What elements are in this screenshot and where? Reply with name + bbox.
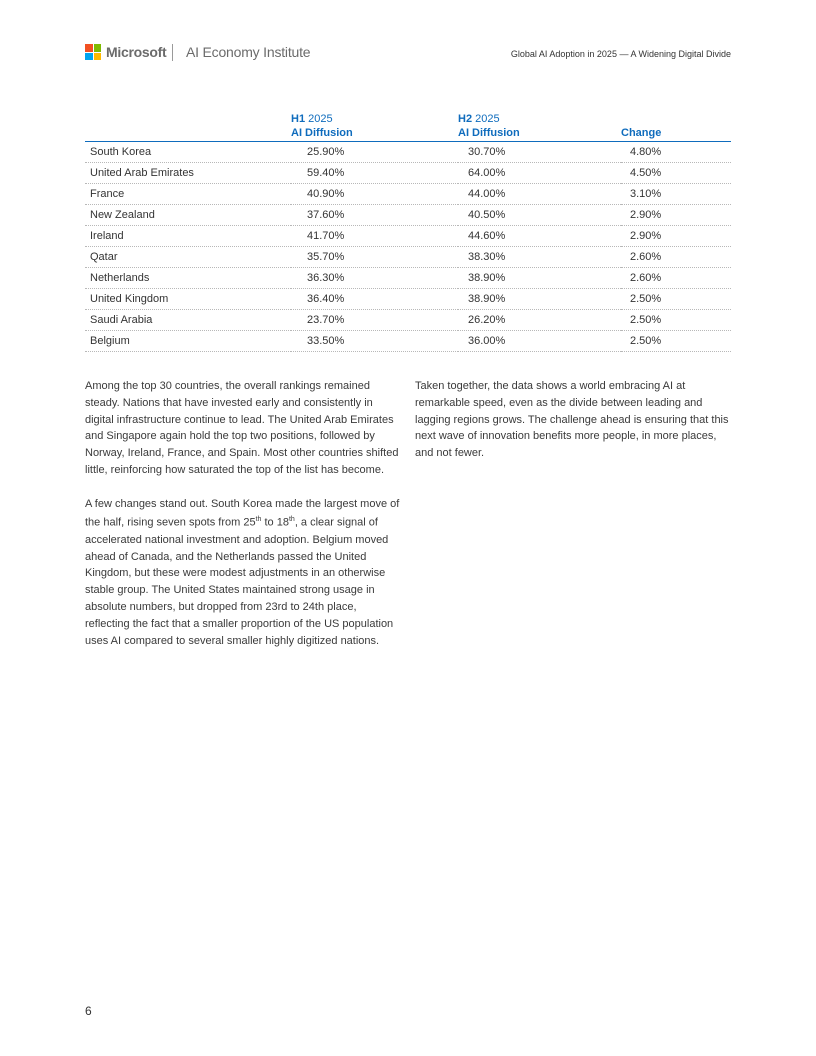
change-cell: 2.50%	[621, 289, 731, 310]
h2-cell: 26.20%	[458, 310, 621, 331]
h1-cell: 41.70%	[291, 226, 458, 247]
change-cell: 2.90%	[621, 205, 731, 226]
change-cell: 2.50%	[621, 331, 731, 352]
paragraph-conclusion: Taken together, the data shows a world embracing AI at remarkable speed, even as the divide between leading and lagging regions grows. The challenge ahead is ensuring that this next wave of innovation benefits more people, in more places, and not fewer.	[415, 380, 729, 460]
institute-name: AI Economy Institute	[186, 44, 311, 60]
table-row	[85, 247, 731, 268]
h2-cell: 38.30%	[458, 247, 621, 268]
body-column-right	[415, 378, 733, 479]
table-row	[85, 289, 731, 310]
header-divider	[172, 44, 173, 61]
table-row	[85, 163, 731, 184]
h1-cell: 36.40%	[291, 289, 458, 310]
body-column-left	[85, 378, 403, 666]
ai-diffusion-table	[85, 112, 731, 352]
table-row	[85, 205, 731, 226]
country-cell: South Korea	[85, 142, 291, 163]
h2-cell: 40.50%	[458, 205, 621, 226]
paragraph-rankings: Among the top 30 countries, the overall rankings remained steady. Nations that have invested early and consistently in digital infrastructure continue to lead. The United Arab Emirates and Singapore again hold the top two positions, followed by Norway, Ireland, France, and Spain. Most other countries shifted little, reinforcing how saturated the top of the list has become.	[85, 380, 399, 476]
country-cell: Belgium	[85, 331, 291, 352]
page-header	[85, 42, 731, 64]
country-cell: Netherlands	[85, 268, 291, 289]
h2-cell: 30.70%	[458, 142, 621, 163]
country-cell: United Arab Emirates	[85, 163, 291, 184]
document-title: Global AI Adoption in 2025 — A Widening Digital Divide	[510, 49, 731, 59]
h2-cell: 44.60%	[458, 226, 621, 247]
country-cell: Saudi Arabia	[85, 310, 291, 331]
table-row	[85, 142, 731, 163]
h2-cell: 38.90%	[458, 268, 621, 289]
header-h2: H2 2025 AI Diffusion	[458, 113, 520, 139]
h2-cell: 44.00%	[458, 184, 621, 205]
h1-cell: 25.90%	[291, 142, 458, 163]
header-country	[85, 112, 291, 142]
country-cell: Ireland	[85, 226, 291, 247]
country-cell: France	[85, 184, 291, 205]
table-row	[85, 268, 731, 289]
microsoft-logo-icon	[85, 44, 101, 60]
change-cell: 2.90%	[621, 226, 731, 247]
change-cell: 2.60%	[621, 247, 731, 268]
h1-cell: 36.30%	[291, 268, 458, 289]
h2-cell: 36.00%	[458, 331, 621, 352]
country-cell: New Zealand	[85, 205, 291, 226]
country-cell: United Kingdom	[85, 289, 291, 310]
page-number: 6	[85, 1004, 92, 1018]
table-row	[85, 331, 731, 352]
h1-cell: 35.70%	[291, 247, 458, 268]
h1-cell: 23.70%	[291, 310, 458, 331]
table-row	[85, 226, 731, 247]
brand-name: Microsoft	[106, 44, 167, 60]
change-cell: 3.10%	[621, 184, 731, 205]
change-cell: 4.80%	[621, 142, 731, 163]
table-row	[85, 184, 731, 205]
h2-cell: 38.90%	[458, 289, 621, 310]
h1-cell: 37.60%	[291, 205, 458, 226]
h1-cell: 33.50%	[291, 331, 458, 352]
paragraph-changes: A few changes stand out. South Korea made the largest move of the half, rising seven spots from 25th to 18th, a clear signal of accelerated national investment and adoption. Belgium moved ahead of Canada, and the Netherlands passed the United Kingdom, but these were modest adjustments in an otherwise stable group. The United States maintained strong usage in absolute numbers, but dropped from 23rd to 24th place, reflecting the fact that a smaller proportion of the US population uses AI compared to several smaller highly digitized nations.	[85, 497, 400, 647]
change-cell: 2.60%	[621, 268, 731, 289]
h1-cell: 59.40%	[291, 163, 458, 184]
header-change: Change	[621, 127, 662, 139]
change-cell: 2.50%	[621, 310, 731, 331]
header-h1: H1 2025 AI Diffusion	[291, 113, 353, 139]
country-cell: Qatar	[85, 247, 291, 268]
h1-cell: 40.90%	[291, 184, 458, 205]
change-cell: 4.50%	[621, 163, 731, 184]
h2-cell: 64.00%	[458, 163, 621, 184]
table-row	[85, 310, 731, 331]
table-header-row	[85, 112, 731, 142]
